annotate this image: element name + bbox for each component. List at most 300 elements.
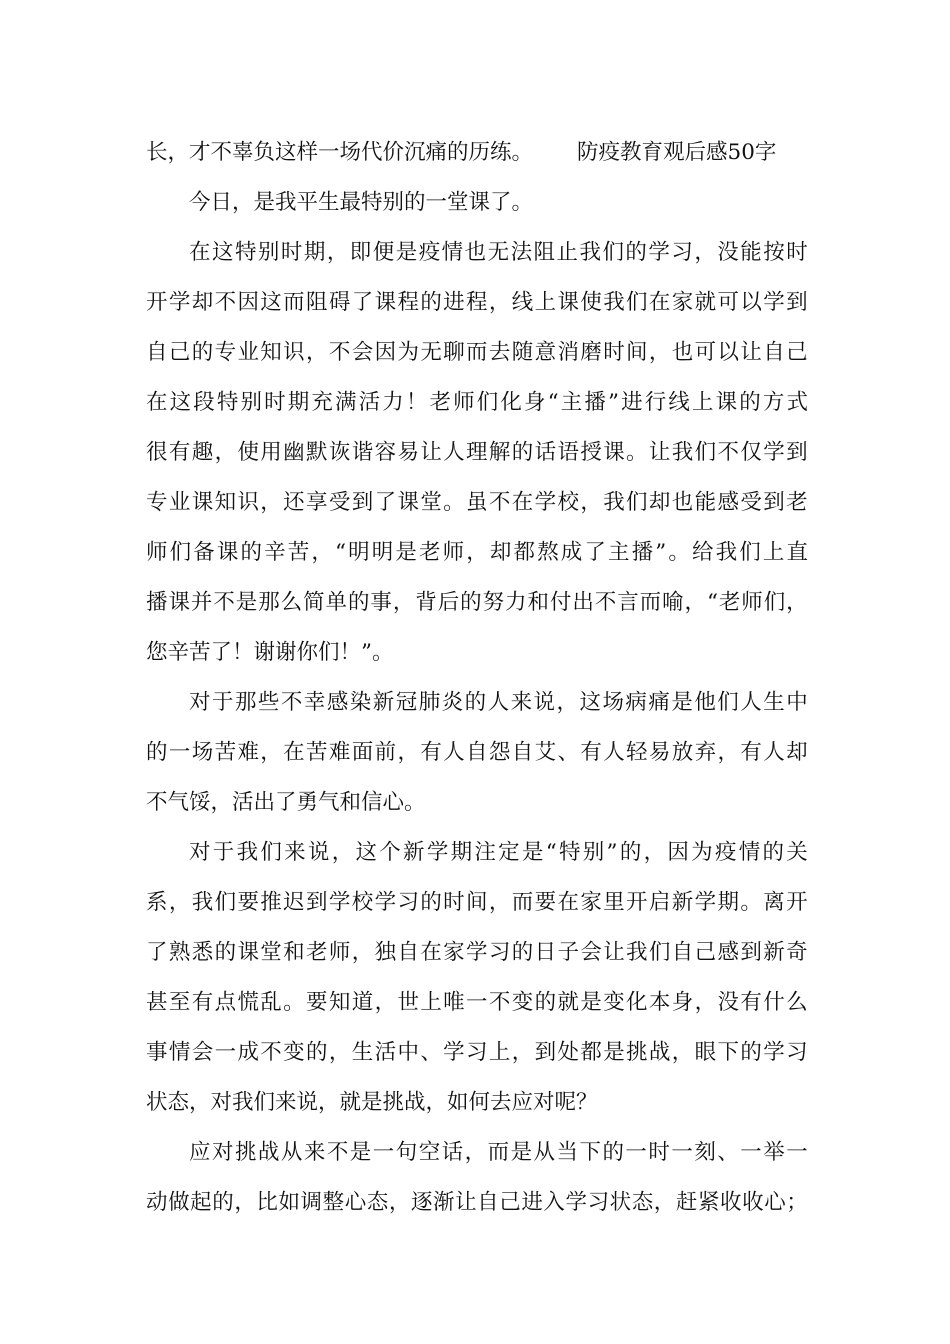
text-line bbox=[146, 378, 808, 428]
char: 推 bbox=[260, 890, 282, 915]
char: 他 bbox=[694, 690, 716, 715]
char: 家 bbox=[443, 940, 465, 965]
char: 有 bbox=[191, 990, 214, 1015]
char: 这 bbox=[579, 690, 601, 715]
char: 付 bbox=[549, 590, 572, 615]
char: 识 bbox=[237, 490, 259, 515]
char: 主 bbox=[607, 540, 630, 565]
char: 到 bbox=[534, 1040, 557, 1065]
char: 能 bbox=[694, 490, 717, 515]
char: ； bbox=[786, 1190, 808, 1215]
char: 的 bbox=[347, 590, 370, 615]
line-text: 长，才不辜负这样一场代价沉痛的历练。 bbox=[146, 140, 534, 165]
char: 战 bbox=[257, 1140, 280, 1165]
char: 特 bbox=[558, 840, 581, 865]
char: 了 bbox=[146, 940, 168, 965]
char: ， bbox=[311, 540, 333, 565]
char: 老 bbox=[429, 390, 452, 415]
spacer bbox=[533, 128, 577, 178]
char: 疫 bbox=[714, 840, 737, 865]
char: 不 bbox=[594, 590, 617, 615]
char: 染 bbox=[349, 690, 372, 715]
char: 在 bbox=[557, 890, 579, 915]
char: 中 bbox=[397, 1040, 419, 1065]
char: 上 bbox=[762, 540, 785, 565]
char: 是 bbox=[395, 240, 418, 265]
char: 怨 bbox=[488, 740, 511, 765]
char: 态 bbox=[366, 1190, 389, 1215]
char: 生 bbox=[763, 690, 785, 715]
char: 老 bbox=[418, 540, 441, 565]
char: 成 bbox=[237, 1040, 259, 1065]
char: ， bbox=[671, 1040, 694, 1065]
char: 学 bbox=[466, 940, 488, 965]
char: 播 bbox=[146, 590, 168, 615]
char: 也 bbox=[464, 240, 487, 265]
char: 活 bbox=[374, 1040, 397, 1065]
char: 碍 bbox=[328, 290, 351, 315]
char: 程 bbox=[466, 290, 488, 315]
char: 们 bbox=[694, 440, 717, 465]
char: 苦 bbox=[287, 540, 310, 565]
char: 要 bbox=[306, 990, 328, 1015]
char: 。 bbox=[668, 540, 690, 565]
char: 到 bbox=[786, 290, 808, 315]
char: 业 bbox=[237, 340, 259, 365]
char: 专 bbox=[146, 490, 168, 515]
char: 们 bbox=[260, 840, 282, 865]
char: 我 bbox=[715, 540, 738, 565]
char: ， bbox=[388, 1190, 411, 1215]
char: 诙 bbox=[328, 440, 351, 465]
text-line bbox=[146, 1028, 808, 1078]
char: ， bbox=[511, 1040, 534, 1065]
char: 程 bbox=[397, 290, 419, 315]
char: 自 bbox=[466, 740, 488, 765]
char: 世 bbox=[397, 990, 419, 1015]
char: 启 bbox=[648, 890, 671, 915]
char: 到 bbox=[786, 440, 808, 465]
char: 是 bbox=[671, 690, 693, 715]
char: 力 bbox=[505, 590, 527, 615]
char: 别 bbox=[257, 240, 280, 265]
char: 却 bbox=[648, 490, 671, 515]
text-line bbox=[146, 228, 808, 278]
char: 点 bbox=[214, 990, 237, 1015]
char: 知 bbox=[214, 490, 237, 515]
char: 行 bbox=[644, 390, 667, 415]
char: 前 bbox=[374, 740, 397, 765]
char: ， bbox=[306, 340, 328, 365]
char: 赶 bbox=[675, 1190, 698, 1215]
char: 时 bbox=[443, 890, 465, 915]
char: 容 bbox=[374, 440, 397, 465]
char: 来 bbox=[303, 1140, 326, 1165]
char: 学 bbox=[534, 490, 557, 515]
char: 满 bbox=[335, 390, 357, 415]
char: 是 bbox=[510, 1140, 533, 1165]
char: 背 bbox=[415, 590, 437, 615]
char: ” bbox=[606, 840, 618, 865]
char: 有 bbox=[580, 740, 602, 765]
char: 一 bbox=[786, 1140, 808, 1165]
char: 从 bbox=[533, 1140, 556, 1165]
char: 冠 bbox=[395, 690, 418, 715]
text-line bbox=[146, 678, 808, 728]
char: 下 bbox=[717, 1040, 739, 1065]
char: 的 bbox=[511, 440, 534, 465]
char: 自 bbox=[146, 340, 168, 365]
char: 自 bbox=[671, 940, 694, 965]
char: ” bbox=[607, 390, 619, 415]
text-line bbox=[146, 1128, 808, 1178]
char: 我 bbox=[671, 440, 694, 465]
char: 易 bbox=[648, 740, 671, 765]
char: 和 bbox=[527, 590, 549, 615]
char: 一 bbox=[671, 1140, 693, 1165]
char: 于 bbox=[212, 840, 235, 865]
line-text: 不气馁，活出了勇气和信心。 bbox=[146, 790, 426, 815]
char: 变 bbox=[603, 990, 625, 1015]
char: 了 bbox=[374, 490, 397, 515]
char: 有 bbox=[420, 740, 442, 765]
char: ， bbox=[214, 440, 237, 465]
char: 那 bbox=[234, 690, 257, 715]
char: 语 bbox=[557, 440, 579, 465]
char: 易 bbox=[397, 440, 419, 465]
char: 虽 bbox=[466, 490, 488, 515]
char: 理 bbox=[466, 440, 488, 465]
line-text: 今日，是我平生最特别的一堂课了。 bbox=[189, 190, 534, 215]
char: 课 bbox=[168, 590, 190, 615]
char: 一 bbox=[466, 990, 488, 1015]
char: 己 bbox=[168, 340, 191, 365]
char: 的 bbox=[420, 890, 442, 915]
char: 身 bbox=[524, 390, 546, 415]
char: 默 bbox=[306, 440, 328, 465]
char: 知 bbox=[328, 990, 351, 1015]
char: 使 bbox=[237, 440, 259, 465]
char: 。 bbox=[626, 440, 648, 465]
char: 进 bbox=[443, 290, 465, 315]
text-line bbox=[146, 978, 808, 1028]
char: 变 bbox=[511, 990, 534, 1015]
char: 没 bbox=[717, 990, 739, 1015]
char: 我 bbox=[191, 890, 214, 915]
char: 是 bbox=[521, 840, 544, 865]
char: 、 bbox=[717, 1140, 739, 1165]
char: 以 bbox=[717, 340, 739, 365]
char: 苦 bbox=[214, 740, 237, 765]
char: 老 bbox=[306, 940, 328, 965]
char: 们 bbox=[626, 490, 648, 515]
char: 聊 bbox=[443, 340, 465, 365]
char: 定 bbox=[498, 840, 520, 865]
char: 己 bbox=[499, 1190, 521, 1215]
char: 肺 bbox=[418, 690, 441, 715]
char: 难 bbox=[237, 740, 259, 765]
char: 有 bbox=[740, 990, 762, 1015]
char: 学 bbox=[328, 890, 351, 915]
char: 明 bbox=[348, 540, 370, 565]
char: ， bbox=[786, 590, 808, 615]
char: 即 bbox=[349, 240, 372, 265]
char: 应 bbox=[189, 1140, 211, 1165]
char: 了 bbox=[351, 290, 374, 315]
char: 刻 bbox=[694, 1140, 716, 1165]
char: ， bbox=[653, 1190, 676, 1215]
text-line bbox=[146, 278, 808, 328]
char: 的 bbox=[619, 840, 642, 865]
char: 不 bbox=[260, 1040, 282, 1065]
char: 学 bbox=[443, 1040, 465, 1065]
char: 下 bbox=[579, 1140, 601, 1165]
char: 特 bbox=[216, 390, 239, 415]
char: 师 bbox=[328, 940, 351, 965]
char: 授 bbox=[580, 440, 602, 465]
char: 为 bbox=[691, 840, 713, 865]
char: 。 bbox=[283, 990, 305, 1015]
char: 了 bbox=[584, 540, 606, 565]
char: 在 bbox=[283, 740, 305, 765]
char: 们 bbox=[717, 690, 739, 715]
char: 我 bbox=[603, 490, 625, 515]
char: 新 bbox=[763, 940, 785, 965]
char: 整 bbox=[322, 1190, 345, 1215]
char: 空 bbox=[418, 1140, 441, 1165]
text-line bbox=[146, 578, 808, 628]
char: ， bbox=[643, 840, 666, 865]
char: 们 bbox=[476, 390, 499, 415]
char: 自 bbox=[763, 340, 785, 365]
char: 而 bbox=[639, 590, 662, 615]
char: 时 bbox=[648, 1140, 670, 1165]
char: 课 bbox=[397, 490, 419, 515]
char: 老 bbox=[786, 490, 808, 515]
char: 子 bbox=[557, 940, 579, 965]
char: 期 bbox=[287, 390, 310, 415]
char: 独 bbox=[374, 940, 397, 965]
text-line bbox=[146, 328, 808, 378]
char: 让 bbox=[455, 1190, 477, 1215]
char: 不 bbox=[488, 490, 511, 515]
char: 的 bbox=[214, 940, 237, 965]
char: 努 bbox=[482, 590, 505, 615]
char: 在 bbox=[146, 390, 168, 415]
char: 线 bbox=[511, 290, 534, 315]
char: ， bbox=[488, 890, 511, 915]
char: 病 bbox=[625, 690, 647, 715]
char: 主 bbox=[560, 390, 583, 415]
char: 能 bbox=[740, 240, 762, 265]
char: 用 bbox=[260, 440, 282, 465]
char: 的 bbox=[420, 290, 442, 315]
char: 态 bbox=[631, 1190, 654, 1215]
char: 起 bbox=[190, 1190, 212, 1215]
char: ， bbox=[326, 240, 349, 265]
char: 喻 bbox=[662, 590, 684, 615]
char: 。 bbox=[740, 890, 762, 915]
heading-inline: 防疫教育观后感50字 bbox=[577, 140, 777, 165]
char: 是 bbox=[349, 1140, 372, 1165]
char: 不 bbox=[328, 340, 351, 365]
char: 人 bbox=[487, 690, 510, 715]
char: 习 bbox=[587, 1190, 610, 1215]
char: 知 bbox=[260, 340, 282, 365]
text-line bbox=[146, 878, 808, 928]
char: 无 bbox=[420, 340, 442, 365]
char: 解 bbox=[488, 440, 511, 465]
char: 老 bbox=[718, 590, 741, 615]
char: 让 bbox=[648, 440, 671, 465]
char: 家 bbox=[580, 890, 602, 915]
char: ， bbox=[234, 1190, 256, 1215]
char: 战 bbox=[648, 1040, 671, 1065]
char: 和 bbox=[283, 940, 305, 965]
char: 习 bbox=[488, 940, 511, 965]
char: 时 bbox=[264, 390, 286, 415]
char: 备 bbox=[193, 540, 215, 565]
char: 一 bbox=[214, 1040, 237, 1065]
char: 注 bbox=[474, 840, 496, 865]
char: 化 bbox=[626, 990, 648, 1015]
char: 要 bbox=[534, 890, 557, 915]
char: 新 bbox=[403, 840, 425, 865]
char: 当 bbox=[556, 1140, 579, 1165]
char: 的 bbox=[740, 1040, 762, 1065]
char: 学 bbox=[374, 890, 397, 915]
char: “ bbox=[545, 840, 557, 865]
char: 家 bbox=[671, 290, 694, 315]
char: 校 bbox=[351, 890, 374, 915]
char: ， bbox=[374, 990, 397, 1015]
char: 的 bbox=[534, 990, 557, 1015]
char: 系 bbox=[146, 890, 168, 915]
char: 磨 bbox=[580, 340, 602, 365]
char: ， bbox=[464, 1140, 487, 1165]
char: 后 bbox=[437, 590, 460, 615]
char: 也 bbox=[671, 340, 694, 365]
char: 什 bbox=[763, 990, 785, 1015]
char: 如 bbox=[278, 1190, 300, 1215]
char: 便 bbox=[372, 240, 395, 265]
char: ， bbox=[488, 290, 511, 315]
char: 播 bbox=[584, 390, 606, 415]
char: 而 bbox=[283, 290, 305, 315]
char: 按 bbox=[763, 240, 785, 265]
char: 这 bbox=[211, 240, 234, 265]
char: 新 bbox=[372, 690, 395, 715]
char: 在 bbox=[648, 290, 671, 315]
text-line bbox=[146, 478, 808, 528]
char: 学 bbox=[565, 1190, 587, 1215]
char: 感 bbox=[717, 940, 739, 965]
char: 化 bbox=[500, 390, 522, 415]
char: 的 bbox=[762, 840, 785, 865]
char: 很 bbox=[146, 440, 168, 465]
char: 。 bbox=[443, 490, 465, 515]
char: ， bbox=[717, 740, 739, 765]
text-line bbox=[146, 178, 808, 228]
char: 事 bbox=[146, 1040, 168, 1065]
char: 不 bbox=[213, 590, 235, 615]
char: 课 bbox=[237, 940, 259, 965]
char: 段 bbox=[193, 390, 215, 415]
char: 都 bbox=[580, 1040, 602, 1065]
char: 一 bbox=[372, 1140, 395, 1165]
char: 就 bbox=[557, 990, 579, 1015]
char: 谐 bbox=[351, 440, 374, 465]
char: 可 bbox=[717, 290, 739, 315]
char: 时 bbox=[603, 340, 625, 365]
char: 疫 bbox=[418, 240, 441, 265]
char: 的 bbox=[739, 390, 761, 415]
char: 因 bbox=[237, 290, 259, 315]
char: 挑 bbox=[234, 1140, 257, 1165]
char: 师 bbox=[442, 540, 465, 565]
char: 趣 bbox=[191, 440, 214, 465]
text-line bbox=[146, 778, 808, 828]
char: 学 bbox=[426, 840, 449, 865]
char: 逐 bbox=[410, 1190, 433, 1215]
char: 眼 bbox=[694, 1040, 717, 1065]
char: 堂 bbox=[260, 940, 282, 965]
char: 道 bbox=[351, 990, 374, 1015]
char: 间 bbox=[466, 890, 488, 915]
char: 让 bbox=[420, 440, 442, 465]
char: 播 bbox=[631, 540, 654, 565]
char: 到 bbox=[306, 890, 328, 915]
char: 不 bbox=[214, 290, 237, 315]
char: 来 bbox=[284, 840, 306, 865]
char: 都 bbox=[513, 540, 535, 565]
char: 而 bbox=[487, 1140, 510, 1165]
char: 习 bbox=[397, 890, 419, 915]
char: 学 bbox=[763, 290, 785, 315]
char: 却 bbox=[191, 290, 214, 315]
char: 上 bbox=[534, 290, 557, 315]
char: 没 bbox=[717, 240, 739, 265]
char: ， bbox=[694, 990, 717, 1015]
char: 进 bbox=[621, 390, 643, 415]
char: 课 bbox=[191, 490, 214, 515]
char: 场 bbox=[602, 690, 624, 715]
char: 们 bbox=[648, 940, 671, 965]
char: 个 bbox=[379, 840, 401, 865]
char: 从 bbox=[280, 1140, 303, 1165]
char: ， bbox=[580, 490, 602, 515]
char: 这 bbox=[169, 390, 192, 415]
char: 在 bbox=[511, 490, 534, 515]
char: 新 bbox=[671, 890, 694, 915]
char: 识 bbox=[283, 340, 305, 365]
char: ， bbox=[392, 590, 415, 615]
char: ， bbox=[466, 540, 488, 565]
char: 堂 bbox=[420, 490, 442, 515]
char: 会 bbox=[351, 340, 374, 365]
char: 专 bbox=[214, 340, 237, 365]
text-line bbox=[146, 828, 808, 878]
char: 单 bbox=[325, 590, 348, 615]
char: 是 bbox=[395, 540, 417, 565]
char: 就 bbox=[694, 290, 717, 315]
char: 也 bbox=[671, 490, 694, 515]
char: 不 bbox=[326, 1140, 349, 1165]
char: 因 bbox=[374, 340, 397, 365]
char: 的 bbox=[146, 740, 168, 765]
char: 们 bbox=[626, 290, 648, 315]
char: 随 bbox=[511, 340, 534, 365]
